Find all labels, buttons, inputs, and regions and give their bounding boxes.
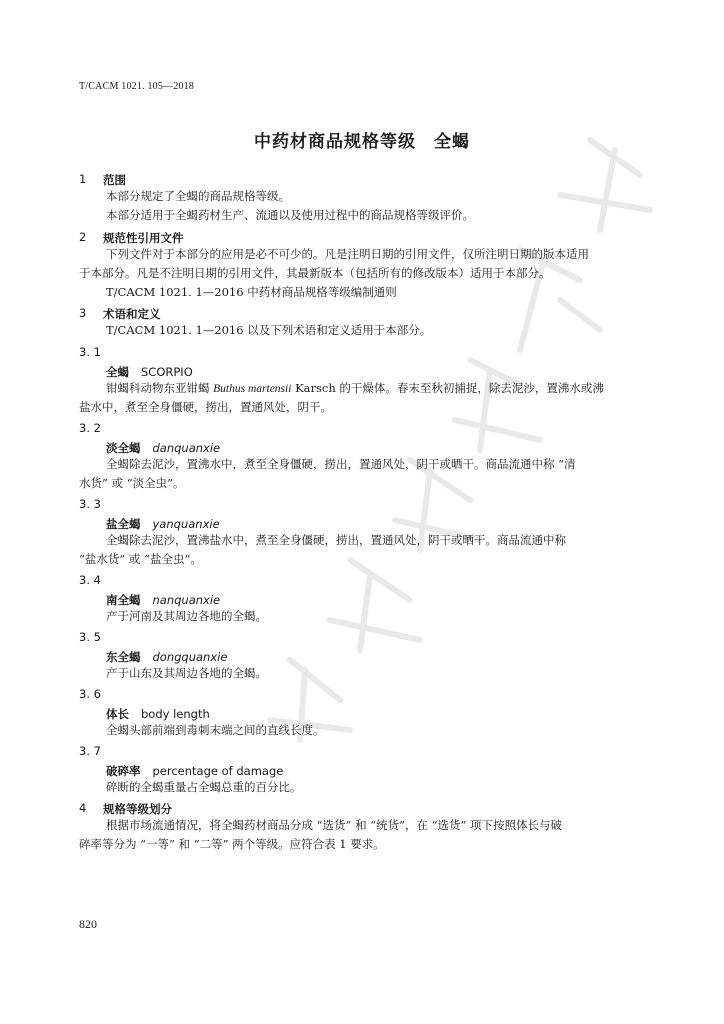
term-3-3-number: 3. 3 bbox=[79, 497, 101, 511]
term-3-4-number: 3. 4 bbox=[79, 573, 101, 587]
section-1-title: 范围 bbox=[103, 173, 126, 187]
term-3-1-cn: 全蝎 bbox=[106, 365, 129, 379]
term-3-2-cn: 淡全蝎 bbox=[106, 441, 141, 455]
term-3-2-heading bbox=[106, 440, 220, 456]
term-3-6-en: body length bbox=[141, 707, 210, 721]
section-4-title: 规格等级划分 bbox=[103, 802, 172, 816]
term-3-3-cn: 盐全蝎 bbox=[106, 517, 141, 531]
term-3-5-cn: 东全蝎 bbox=[106, 650, 141, 664]
term-3-1-definition-line-2: 盐水中，煮至全身僵硬，捞出，置通风处，阴干。 bbox=[79, 400, 332, 414]
term-3-3-definition-line-1: 全蝎除去泥沙，置沸盐水中，煮至全身僵硬，捞出，置通风处，阴干或晒干。商品流通中称 bbox=[106, 533, 566, 547]
section-2-para-2: T/CACM 1021. 1—2016 中药材商品规格等级编制通则 bbox=[106, 285, 397, 299]
term-3-7-cn: 破碎率 bbox=[106, 764, 141, 778]
term-3-4-heading bbox=[106, 592, 220, 608]
term-3-3-definition-line-2: “盐水货” 或 “盐全虫”。 bbox=[79, 552, 202, 566]
section-2-title: 规范性引用文件 bbox=[103, 231, 184, 245]
page-title: 中药材商品规格等级 全蝎 bbox=[254, 132, 470, 152]
term-3-4-definition: 产于河南及其周边各地的全蝎。 bbox=[106, 609, 267, 623]
term-3-5-definition: 产于山东及其周边各地的全蝎。 bbox=[106, 666, 267, 680]
document-code: T/CACM 1021. 105—2018 bbox=[79, 81, 195, 92]
page-number: 820 bbox=[79, 917, 97, 931]
term-3-1-definition-line-1 bbox=[106, 383, 604, 396]
term-3-7-en: percentage of damage bbox=[152, 764, 284, 778]
term-3-6-number: 3. 6 bbox=[79, 687, 101, 701]
term-3-3-en: yanquanxie bbox=[152, 517, 220, 531]
term-3-2-en: danquanxie bbox=[152, 441, 221, 455]
term-3-1-def-post: Karsch 的干燥体。春末至秋初捕捉，除去泥沙，置沸水或沸 bbox=[291, 381, 604, 395]
section-2-para-1-line-2: 于本部分。凡是不注明日期的引用文件，其最新版本（包括所有的修改版本）适用于本部分。 bbox=[79, 266, 551, 280]
section-4-number: 4 bbox=[79, 801, 87, 815]
section-2-para-1-line-1: 下列文件对于本部分的应用是必不可少的。凡是注明日期的引用文件，仅所注明日期的版本适用 bbox=[106, 247, 589, 261]
section-2-number: 2 bbox=[79, 230, 87, 244]
term-3-7-heading bbox=[106, 763, 283, 779]
term-3-2-definition-line-1: 全蝎除去泥沙，置沸水中，煮至全身僵硬，捞出，置通风处，阴干或晒干。商品流通中称 “清 bbox=[106, 457, 576, 471]
term-3-1-en: SCORPIO bbox=[141, 365, 193, 379]
section-1-para-1: 本部分规定了全蝎的商品规格等级。 bbox=[106, 189, 290, 203]
term-3-6-heading bbox=[106, 706, 210, 722]
section-3-number: 3 bbox=[79, 306, 87, 320]
term-3-2-definition-line-2: 水货” 或 “淡全虫”。 bbox=[79, 476, 185, 490]
section-4-para-line-1: 根据市场流通情况，将全蝎药材商品分成 “选货” 和 “统货”，在 “选货” 项下按照体长与破 bbox=[106, 818, 563, 832]
section-1-number: 1 bbox=[79, 172, 87, 186]
section-4-para-line-2: 碎率等分为 “一等” 和 “二等” 两个等级。应符合表 1 要求。 bbox=[79, 837, 385, 851]
term-3-4-cn: 南全蝎 bbox=[106, 593, 141, 607]
term-3-5-number: 3. 5 bbox=[79, 630, 101, 644]
term-3-4-en: nanquanxie bbox=[152, 593, 221, 607]
term-3-5-heading bbox=[106, 649, 227, 665]
term-3-2-number: 3. 2 bbox=[79, 421, 101, 435]
term-3-5-en: dongquanxie bbox=[152, 650, 228, 664]
term-3-7-definition: 碎断的全蝎重量占全蝎总重的百分比。 bbox=[106, 780, 302, 794]
term-3-6-cn: 体长 bbox=[106, 707, 129, 721]
term-3-7-number: 3. 7 bbox=[79, 744, 101, 758]
term-3-1-def-pre: 钳蝎科动物东亚钳蝎 bbox=[106, 381, 214, 395]
term-3-1-heading bbox=[106, 364, 193, 380]
section-3-title: 术语和定义 bbox=[103, 307, 161, 321]
section-1-para-2: 本部分适用于全蝎药材生产、流通以及使用过程中的商品规格等级评价。 bbox=[106, 208, 474, 222]
term-3-1-number: 3. 1 bbox=[79, 345, 101, 359]
term-3-3-heading bbox=[106, 516, 220, 532]
term-3-1-latin-name: Buthus martensii bbox=[213, 383, 292, 395]
term-3-6-definition: 全蝎头部前端到毒刺末端之间的直线长度。 bbox=[106, 723, 325, 737]
section-3-para-1: T/CACM 1021. 1—2016 以及下列术语和定义适用于本部分。 bbox=[106, 323, 432, 337]
